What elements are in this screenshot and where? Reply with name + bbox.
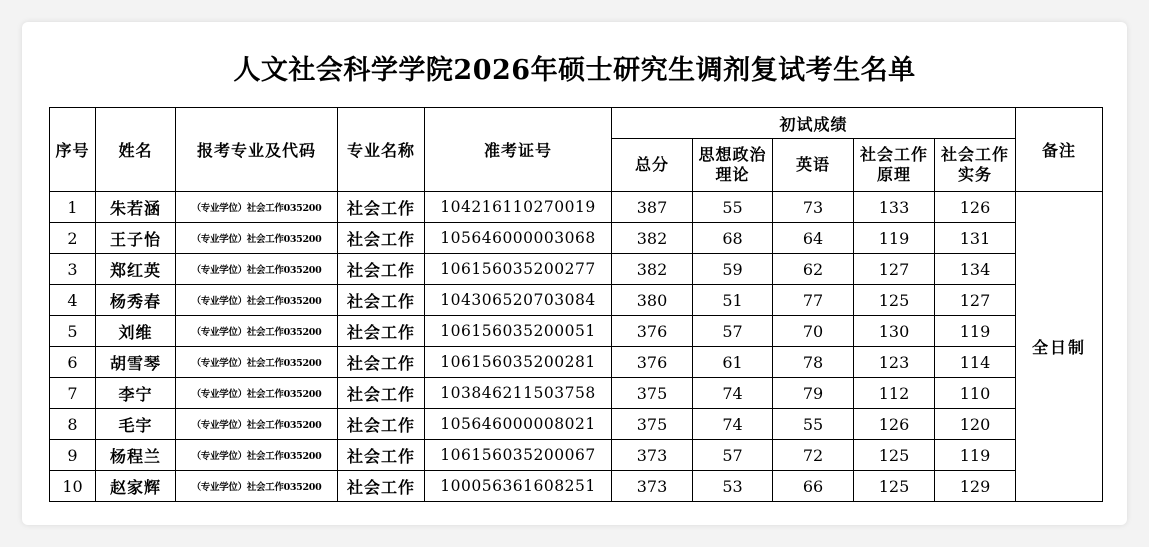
cell-sw-practice: 127 (935, 285, 1016, 316)
cell-major-name: 社会工作 (338, 316, 425, 347)
cell-exam-id: 104216110270019 (425, 192, 612, 223)
cell-total: 376 (612, 347, 693, 378)
header-sw-theory (854, 139, 935, 192)
cell-sw-practice: 131 (935, 223, 1016, 254)
cell-sw-theory: 133 (854, 192, 935, 223)
cell-politics: 53 (693, 471, 773, 502)
cell-sw-practice: 119 (935, 316, 1016, 347)
cell-name: 郑红英 (96, 254, 176, 285)
cell-exam-id: 105646000008021 (425, 409, 612, 440)
cell-name: 李宁 (96, 378, 176, 409)
cell-english: 72 (773, 440, 854, 471)
cell-sw-practice: 129 (935, 471, 1016, 502)
cell-name: 赵家辉 (96, 471, 176, 502)
cell-politics: 57 (693, 440, 773, 471)
cell-seq: 6 (50, 347, 96, 378)
cell-major-name: 社会工作 (338, 440, 425, 471)
cell-seq: 5 (50, 316, 96, 347)
cell-sw-theory: 130 (854, 316, 935, 347)
cell-total: 376 (612, 316, 693, 347)
cell-seq: 10 (50, 471, 96, 502)
header-name: 姓名 (96, 108, 176, 192)
header-english: 英语 (773, 139, 854, 192)
cell-sw-theory: 119 (854, 223, 935, 254)
header-seq: 序号 (50, 108, 96, 192)
cell-total: 382 (612, 254, 693, 285)
cell-exam-id: 106156035200277 (425, 254, 612, 285)
header-politics-line2: 理论 (715, 165, 750, 184)
cell-total: 375 (612, 378, 693, 409)
cell-sw-practice: 134 (935, 254, 1016, 285)
cell-major-code: （专业学位）社会工作035200 (176, 254, 338, 285)
cell-exam-id: 100056361608251 (425, 471, 612, 502)
cell-name: 杨秀春 (96, 285, 176, 316)
cell-english: 62 (773, 254, 854, 285)
document-card (22, 22, 1127, 525)
cell-major-name: 社会工作 (338, 192, 425, 223)
cell-name: 毛宇 (96, 409, 176, 440)
cell-total: 382 (612, 223, 693, 254)
table-row (50, 440, 1103, 471)
table-row (50, 378, 1103, 409)
table-row (50, 471, 1103, 502)
table-row (50, 223, 1103, 254)
cell-seq: 1 (50, 192, 96, 223)
table-row (50, 192, 1103, 223)
table-row (50, 285, 1103, 316)
cell-politics: 68 (693, 223, 773, 254)
cell-exam-id: 106156035200281 (425, 347, 612, 378)
cell-sw-practice: 119 (935, 440, 1016, 471)
header-exam-id: 准考证号 (425, 108, 612, 192)
cell-sw-theory: 123 (854, 347, 935, 378)
cell-major-code: （专业学位）社会工作035200 (176, 378, 338, 409)
cell-sw-practice: 114 (935, 347, 1016, 378)
header-sw-theory-line2: 原理 (876, 165, 911, 184)
table-row (50, 347, 1103, 378)
cell-major-name: 社会工作 (338, 347, 425, 378)
cell-sw-theory: 127 (854, 254, 935, 285)
page-title: 人文社会科学学院2026年硕士研究生调剂复试考生名单 (233, 55, 916, 86)
cell-exam-id: 106156035200067 (425, 440, 612, 471)
candidate-table-body (50, 192, 1103, 502)
cell-english: 64 (773, 223, 854, 254)
header-total: 总分 (612, 139, 693, 192)
header-major-name: 专业名称 (338, 108, 425, 192)
table-row (50, 254, 1103, 285)
cell-english: 55 (773, 409, 854, 440)
cell-seq: 3 (50, 254, 96, 285)
cell-sw-theory: 112 (854, 378, 935, 409)
cell-sw-theory: 126 (854, 409, 935, 440)
cell-sw-theory: 125 (854, 440, 935, 471)
cell-politics: 61 (693, 347, 773, 378)
cell-seq: 8 (50, 409, 96, 440)
cell-english: 70 (773, 316, 854, 347)
cell-total: 387 (612, 192, 693, 223)
cell-major-name: 社会工作 (338, 409, 425, 440)
cell-total: 373 (612, 440, 693, 471)
cell-english: 79 (773, 378, 854, 409)
cell-name: 刘维 (96, 316, 176, 347)
cell-total: 373 (612, 471, 693, 502)
header-major-code: 报考专业及代码 (176, 108, 338, 192)
cell-major-code: （专业学位）社会工作035200 (176, 440, 338, 471)
header-row-top (50, 108, 1103, 139)
cell-seq: 4 (50, 285, 96, 316)
cell-major-name: 社会工作 (338, 378, 425, 409)
header-sw-practice-line1: 社会工作 (941, 145, 1010, 164)
table-row (50, 409, 1103, 440)
cell-name: 朱若涵 (96, 192, 176, 223)
cell-major-code: （专业学位）社会工作035200 (176, 223, 338, 254)
cell-total: 375 (612, 409, 693, 440)
cell-major-code: （专业学位）社会工作035200 (176, 471, 338, 502)
cell-name: 杨程兰 (96, 440, 176, 471)
cell-seq: 2 (50, 223, 96, 254)
header-politics (693, 139, 773, 192)
cell-exam-id: 104306520703084 (425, 285, 612, 316)
table-row (50, 316, 1103, 347)
cell-major-name: 社会工作 (338, 223, 425, 254)
cell-major-code: （专业学位）社会工作035200 (176, 192, 338, 223)
cell-english: 78 (773, 347, 854, 378)
cell-politics: 57 (693, 316, 773, 347)
cell-name: 胡雪琴 (96, 347, 176, 378)
cell-major-code: （专业学位）社会工作035200 (176, 285, 338, 316)
cell-politics: 74 (693, 409, 773, 440)
cell-politics: 59 (693, 254, 773, 285)
cell-sw-practice: 126 (935, 192, 1016, 223)
cell-seq: 7 (50, 378, 96, 409)
cell-english: 77 (773, 285, 854, 316)
header-politics-line1: 思想政治 (698, 145, 767, 164)
header-sw-practice-line2: 实务 (958, 165, 993, 184)
cell-exam-id: 106156035200051 (425, 316, 612, 347)
cell-english: 66 (773, 471, 854, 502)
cell-major-code: （专业学位）社会工作035200 (176, 347, 338, 378)
cell-sw-theory: 125 (854, 471, 935, 502)
cell-major-code: （专业学位）社会工作035200 (176, 409, 338, 440)
cell-major-code: （专业学位）社会工作035200 (176, 316, 338, 347)
cell-sw-practice: 120 (935, 409, 1016, 440)
cell-seq: 9 (50, 440, 96, 471)
cell-politics: 51 (693, 285, 773, 316)
cell-exam-id: 103846211503758 (425, 378, 612, 409)
cell-sw-practice: 110 (935, 378, 1016, 409)
header-remark: 备注 (1016, 108, 1103, 192)
cell-major-name: 社会工作 (338, 471, 425, 502)
cell-politics: 55 (693, 192, 773, 223)
candidate-table (49, 107, 1103, 502)
header-prelim-scores: 初试成绩 (612, 108, 1016, 139)
cell-exam-id: 105646000003068 (425, 223, 612, 254)
cell-total: 380 (612, 285, 693, 316)
cell-name: 王子怡 (96, 223, 176, 254)
cell-remark: 全日制 (1016, 192, 1103, 502)
header-sw-practice (935, 139, 1016, 192)
cell-major-name: 社会工作 (338, 254, 425, 285)
cell-politics: 74 (693, 378, 773, 409)
cell-major-name: 社会工作 (338, 285, 425, 316)
header-sw-theory-line1: 社会工作 (859, 145, 928, 164)
cell-sw-theory: 125 (854, 285, 935, 316)
cell-english: 73 (773, 192, 854, 223)
